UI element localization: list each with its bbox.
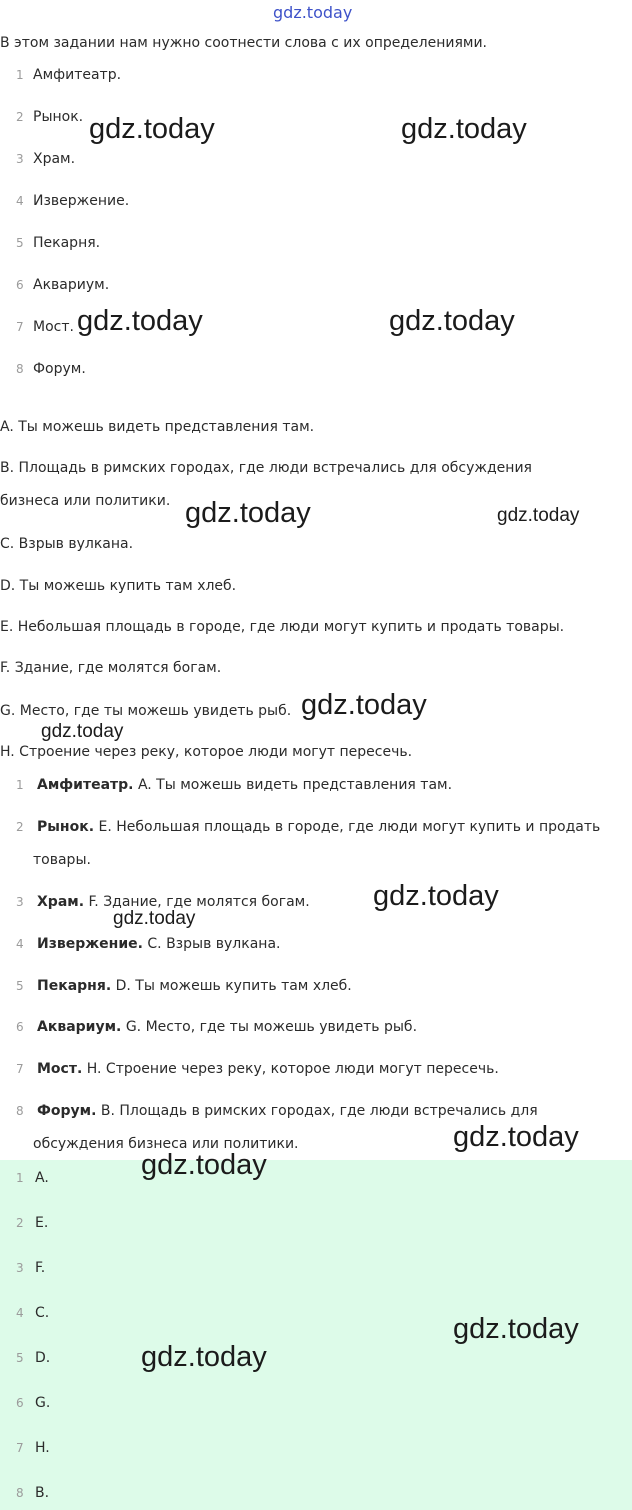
watermark: gdz.today — [77, 305, 203, 337]
list-number: 5 — [16, 979, 24, 993]
watermark: gdz.today — [373, 880, 499, 912]
list-number: 8 — [16, 1486, 24, 1500]
match-term: Рынок. — [37, 819, 95, 835]
match-definition: C. Взрыв вулкана. — [147, 936, 281, 952]
answer-letter: G. — [35, 1395, 51, 1411]
answer-letter: D. — [35, 1350, 51, 1366]
definition-b-continued: бизнеса или политики. — [0, 493, 171, 509]
list-number: 4 — [16, 194, 24, 208]
match-item — [37, 818, 600, 836]
word-item: Форум. — [33, 361, 86, 377]
definition-f: F. Здание, где молятся богам. — [0, 660, 222, 676]
word-item: Извержение. — [33, 193, 130, 209]
list-number: 7 — [16, 320, 24, 334]
answer-letter: A. — [35, 1170, 49, 1186]
answer-letter: B. — [35, 1485, 50, 1501]
match-item — [37, 776, 452, 794]
list-number: 3 — [16, 895, 24, 909]
match-item — [37, 935, 280, 953]
list-number: 6 — [16, 1020, 24, 1034]
list-number: 8 — [16, 362, 24, 376]
site-logo[interactable]: gdz.today — [273, 3, 353, 22]
definition-a: A. Ты можешь видеть представления там. — [0, 419, 315, 435]
watermark: gdz.today — [89, 113, 215, 145]
list-number: 5 — [16, 1351, 24, 1365]
list-number: 3 — [16, 152, 24, 166]
list-number: 2 — [16, 1216, 24, 1230]
list-number: 6 — [16, 278, 24, 292]
definition-h: H. Строение через реку, которое люди могут пересечь. — [0, 744, 413, 760]
word-item: Мост. — [33, 319, 74, 335]
match-item — [37, 1018, 417, 1036]
list-number: 1 — [16, 68, 24, 82]
list-number: 1 — [16, 778, 24, 792]
match-term: Мост. — [37, 1061, 83, 1077]
match-item — [37, 1102, 538, 1120]
list-number: 7 — [16, 1062, 24, 1076]
watermark: gdz.today — [185, 497, 311, 529]
word-item: Храм. — [33, 151, 76, 167]
match-definition: H. Строение через реку, которое люди могут пересечь. — [86, 1061, 499, 1077]
list-number: 5 — [16, 236, 24, 250]
match-term: Аквариум. — [37, 1019, 122, 1035]
list-number: 6 — [16, 1396, 24, 1410]
word-item: Пекарня. — [33, 235, 101, 251]
definition-d: D. Ты можешь купить там хлеб. — [0, 578, 237, 594]
list-number: 2 — [16, 110, 24, 124]
answer-letter: C. — [35, 1305, 50, 1321]
match-term: Храм. — [37, 894, 85, 910]
watermark: gdz.today — [401, 113, 527, 145]
word-item: Рынок. — [33, 109, 84, 125]
answer-letter: E. — [35, 1215, 49, 1231]
definition-g: G. Место, где ты можешь увидеть рыб. — [0, 703, 292, 719]
list-number: 8 — [16, 1104, 24, 1118]
match-definition-continued: товары. — [33, 852, 91, 868]
match-term: Извержение. — [37, 936, 143, 952]
list-number: 4 — [16, 937, 24, 951]
watermark: gdz.today — [301, 689, 427, 721]
match-term: Амфитеатр. — [37, 777, 134, 793]
watermark: gdz.today — [453, 1121, 579, 1153]
list-number: 1 — [16, 1171, 24, 1185]
intro-text: В этом задании нам нужно соотнести слова с их определениями. — [0, 35, 487, 51]
list-number: 3 — [16, 1261, 24, 1275]
answer-letter: H. — [35, 1440, 50, 1456]
word-item: Аквариум. — [33, 277, 110, 293]
watermark: gdz.today — [497, 505, 580, 526]
word-item: Амфитеатр. — [33, 67, 122, 83]
match-term: Пекарня. — [37, 978, 112, 994]
watermark: gdz.today — [141, 1149, 267, 1181]
match-definition: F. Здание, где молятся богам. — [88, 894, 310, 910]
list-number: 7 — [16, 1441, 24, 1455]
watermark: gdz.today — [113, 908, 196, 929]
match-item — [37, 977, 352, 995]
watermark: gdz.today — [141, 1341, 267, 1373]
definition-b: B. Площадь в римских городах, где люди встречались для обсуждения — [0, 460, 532, 476]
answer-letter: F. — [35, 1260, 46, 1276]
match-term: Форум. — [37, 1103, 97, 1119]
match-definition: G. Место, где ты можешь увидеть рыб. — [125, 1019, 418, 1035]
match-definition-continued: обсуждения бизнеса или политики. — [33, 1136, 299, 1152]
definition-c: C. Взрыв вулкана. — [0, 536, 134, 552]
list-number: 2 — [16, 820, 24, 834]
watermark: gdz.today — [389, 305, 515, 337]
list-number: 4 — [16, 1306, 24, 1320]
match-definition: A. Ты можешь видеть представления там. — [137, 777, 453, 793]
match-item — [37, 1060, 499, 1078]
match-definition: B. Площадь в римских городах, где люди встречались для — [100, 1103, 538, 1119]
definition-e: E. Небольшая площадь в городе, где люди могут купить и продать товары. — [0, 619, 565, 635]
match-definition: E. Небольшая площадь в городе, где люди могут купить и продать — [98, 819, 601, 835]
watermark: gdz.today — [453, 1313, 579, 1345]
match-definition: D. Ты можешь купить там хлеб. — [115, 978, 352, 994]
watermark: gdz.today — [41, 721, 124, 742]
